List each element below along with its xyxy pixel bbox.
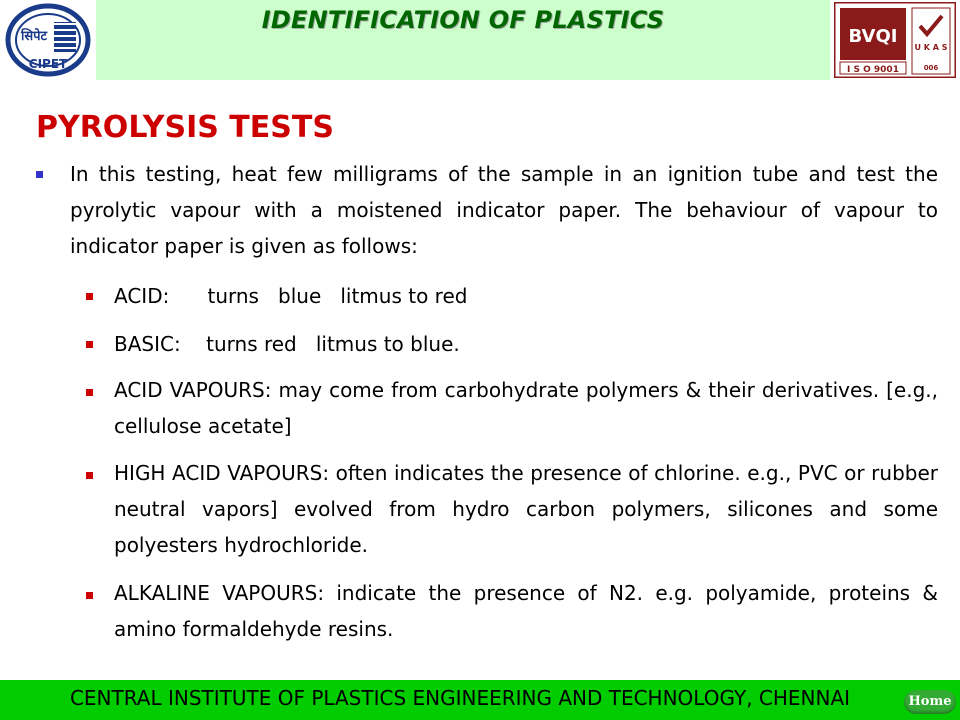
bullet-icon [86, 389, 93, 396]
bullet-icon [86, 293, 93, 300]
page-title: IDENTIFICATION OF PLASTICS [261, 6, 665, 34]
bullet-icon [36, 171, 43, 178]
list-item-alkaline-vapours: ALKALINE VAPOURS: indicate the presence of N2. e.g. polyamide, proteins & amino formaldehyde resins. [114, 581, 938, 641]
intro-paragraph: In this testing, heat few milligrams of the sample in an ignition tube and test the pyrolytic vapour with a moistened indicator paper. The behaviour of vapour to indicator paper is given as follows: [70, 162, 938, 258]
bvqi-logo [834, 2, 956, 78]
list-item-basic: BASIC: turns red litmus to blue. [114, 332, 460, 356]
cipet-logo-text: CIPET [28, 57, 68, 71]
bvqi-logo-text: BVQI [848, 26, 898, 47]
bullet-icon [86, 472, 93, 479]
footer-text: CENTRAL INSTITUTE OF PLASTICS ENGINEERING AND TECHNOLOGY, CHENNAI [69, 686, 851, 710]
list-item-acid: ACID: turns blue litmus to red [114, 284, 468, 308]
section-title: PYROLYSIS TESTS [36, 110, 334, 145]
cipet-logo-script: सिपेट [20, 29, 48, 44]
ukas-text: U K A S [914, 43, 948, 52]
bvqi-iso-text: I S O 9001 [847, 65, 899, 75]
list-item-acid-vapours: ACID VAPOURS: may come from carbohydrate polymers & their derivatives. [e.g., cellulose acetate] [114, 378, 938, 438]
bullet-icon [86, 592, 93, 599]
list-item-high-acid-vapours: HIGH ACID VAPOURS: often indicates the presence of chlorine. e.g., PVC or rubber neutral vapors] evolved from hydro carbon polymers, silicones and some polyesters hydrochloride. [114, 461, 938, 557]
bullet-icon [86, 341, 93, 348]
ukas-number: 006 [923, 64, 939, 72]
cipet-logo [4, 2, 92, 78]
home-button[interactable]: Home [904, 690, 956, 714]
